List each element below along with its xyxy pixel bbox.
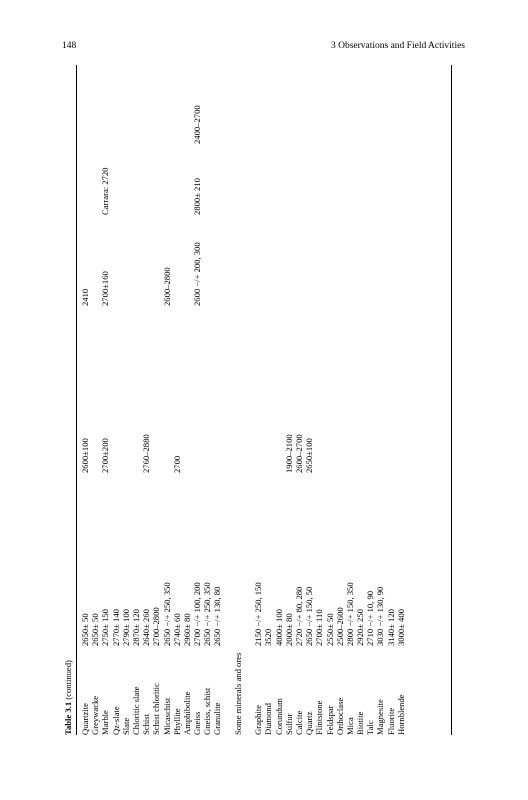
table-cell: [111, 144, 121, 215]
table-cell: [243, 215, 253, 306]
table-cell: 3520: [263, 628, 274, 646]
table-cell: 2800± 210: [192, 178, 203, 215]
table-cell: [396, 65, 406, 144]
table-row: [151, 65, 161, 735]
table-row: [335, 65, 345, 735]
table-cell: [365, 65, 375, 144]
table-row: [314, 65, 324, 735]
table-cell: [121, 65, 131, 144]
table-cell: [233, 215, 243, 306]
table-cell: [131, 215, 141, 306]
table-cell: [365, 144, 375, 215]
table-cell: [233, 144, 243, 215]
table-row: [90, 65, 100, 735]
table-cell: [80, 65, 90, 144]
table-cell: [243, 144, 253, 215]
table-cell: [182, 65, 192, 144]
table-cell: [202, 215, 212, 306]
table-cell: [375, 215, 385, 306]
table-cell: [335, 65, 345, 144]
table-cell: [345, 65, 355, 144]
table-cell: [141, 215, 151, 306]
table-row-label: Schist chloritic: [151, 683, 162, 735]
table-row: [345, 65, 355, 735]
table-cell: [325, 144, 335, 215]
page-header: [62, 41, 465, 55]
table-cell: 3140± 120: [385, 609, 396, 646]
table-row: [375, 65, 385, 735]
table-cell: 2650± 50: [90, 613, 101, 646]
table-frame: [62, 65, 452, 735]
table-cell: 2700±160: [100, 271, 111, 306]
table-row-label: Fluorite: [385, 707, 396, 735]
table-cell: [223, 306, 233, 473]
table-cell: 2650±100: [304, 438, 315, 473]
table-row-label: Amphibolite: [181, 691, 192, 735]
table-cell: 2710 −/+ 10, 90: [365, 590, 376, 646]
table-row-label: Qz-slate: [110, 706, 121, 735]
table-row-label: Diamond: [263, 703, 274, 735]
table-row: [131, 65, 141, 735]
table-cell: [172, 144, 182, 215]
table-cell: 2700± 110: [314, 609, 325, 646]
table-row-label: Quartzite: [80, 703, 90, 735]
table-cell: 2750± 150: [100, 609, 111, 646]
table-row-label: Quartz: [304, 711, 315, 735]
table-cell: 2720 −/+ 80, 280: [293, 586, 304, 646]
table-row: [100, 65, 110, 735]
table-cell: [90, 144, 100, 215]
table-cell: [335, 306, 345, 473]
table-row: [141, 65, 151, 735]
table-row: [386, 65, 396, 735]
table-cell: [314, 144, 324, 215]
table-cell: [284, 65, 294, 144]
table-cell: 2400–2700: [192, 105, 203, 144]
table-row-label: Talc: [365, 720, 376, 735]
table-cell: 2960± 80: [181, 613, 192, 646]
table-row-label: Granulite: [212, 702, 223, 735]
table-row: [263, 65, 273, 735]
table-cell: [182, 215, 192, 306]
table-row: [355, 65, 365, 735]
table-cell: [345, 306, 355, 473]
table-cell: 2410: [80, 288, 90, 306]
table-row-label: Feldspar: [324, 705, 335, 735]
table-cell: [396, 215, 406, 306]
table-cell: [233, 65, 243, 144]
table-row-label: Biotite: [355, 711, 366, 735]
table-cell: [314, 306, 324, 473]
table-cell: [141, 144, 151, 215]
table-cell: [253, 306, 263, 473]
table-cell: [172, 215, 182, 306]
table-cell: [223, 215, 233, 306]
table-cell: 2700±200: [100, 438, 111, 473]
table-row-label: [243, 646, 253, 735]
table-row-label: Graphite: [253, 704, 264, 735]
table-section-heading: [233, 65, 243, 735]
table-cell: [294, 215, 304, 306]
table-cell: 2600 −/+ 200, 300: [192, 242, 203, 306]
table-cell: [212, 65, 222, 144]
rotated-table: [62, 65, 452, 735]
table-cell: [162, 306, 172, 473]
table-spacer-row: [243, 65, 253, 735]
table-cell: 2600±100: [80, 438, 90, 473]
table-body: [80, 65, 406, 735]
table-cell: 2650 −/+ 250, 350: [202, 582, 213, 646]
table-row-label: Flintstone: [314, 700, 325, 735]
table-cell: [131, 306, 141, 473]
table-caption: [63, 660, 73, 735]
table-row-label: Slate: [120, 717, 131, 735]
table-cell: [243, 473, 253, 646]
table-cell: 2600–2800: [161, 267, 172, 306]
table-cell: [355, 144, 365, 215]
table-cell: [121, 306, 131, 473]
table-cell: [223, 473, 233, 646]
table-cell: [335, 215, 345, 306]
table-row-label: Magnesite: [375, 699, 386, 735]
table-cell: 2800 −/+ 150, 350: [344, 582, 355, 646]
table-cell: [182, 144, 192, 215]
table-cell: [223, 65, 233, 144]
table-cell: [375, 65, 385, 144]
table-cell: [131, 65, 141, 144]
table-cell: 2000± 80: [283, 613, 294, 646]
table-cell: 2650 −/+ 130, 80: [212, 586, 223, 646]
table-cell: [365, 306, 375, 473]
table-cell: 2700 −/+ 100, 200: [192, 582, 203, 646]
table-row: [202, 65, 212, 735]
table-cell: [386, 306, 396, 473]
table-row: [396, 65, 406, 735]
table-row: [182, 65, 192, 735]
table-cell: [162, 144, 172, 215]
table-cell: 2760–2880: [141, 434, 152, 473]
table-cell: [253, 144, 263, 215]
table-row-label: Corundum: [273, 698, 284, 735]
page-number: 148: [62, 41, 77, 51]
table-cell: 2150 −/+ 250, 150: [253, 582, 264, 646]
table-cell: [151, 215, 161, 306]
table-cell: [375, 306, 385, 473]
table-cell: [284, 144, 294, 215]
table-cell: [263, 306, 273, 473]
table-cell: [345, 144, 355, 215]
table-row: [212, 65, 222, 735]
table-cell: Carrara: 2720: [100, 167, 111, 215]
table-cell: 2700: [171, 455, 182, 473]
table-cell: [111, 215, 121, 306]
table-cell: [151, 144, 161, 215]
table-cell: [131, 144, 141, 215]
table-cell: 1900–2100: [283, 434, 294, 473]
table-row-label: Calcite: [293, 710, 304, 735]
table-cell: 4000± 100: [273, 609, 284, 646]
table-cell: [274, 65, 284, 144]
table-row: [284, 65, 294, 735]
table-bottom-rule: [451, 65, 452, 735]
table-cell: [243, 306, 253, 473]
table-cell: [253, 215, 263, 306]
table-row-label: Hornblende: [395, 694, 406, 735]
table-row: [192, 65, 202, 735]
table-cell: [314, 65, 324, 144]
table-cell: [172, 65, 182, 144]
table-cell: [274, 306, 284, 473]
table-row: [253, 65, 263, 735]
table-cell: [90, 65, 100, 144]
table-cell: [90, 215, 100, 306]
table-cell: [386, 65, 396, 144]
table-row-label: Chloritic slate: [130, 686, 141, 735]
table-cell: [304, 65, 314, 144]
table-cell: [365, 215, 375, 306]
table-cell: [263, 215, 273, 306]
table-caption-label: Table 3.1: [63, 701, 73, 735]
table-row-label: [223, 646, 233, 735]
table-cell: 2870± 120: [130, 609, 141, 646]
table-cell: [202, 306, 212, 473]
table-cell: [202, 144, 212, 215]
table-cell: 2550± 50: [324, 613, 335, 646]
table-cell: [274, 144, 284, 215]
table-cell: [345, 215, 355, 306]
table-cell: [263, 65, 273, 144]
table-cell: 2770± 140: [110, 609, 121, 646]
table-cell: [100, 65, 110, 144]
table-row-label: Gneiss, schist: [202, 687, 213, 735]
table-row-label: Some minerals and ores: [232, 652, 243, 735]
table-row-label: Gneiss: [192, 711, 203, 735]
table-row-label: Phyllite: [171, 708, 182, 735]
table-row: [80, 65, 90, 735]
table-row: [121, 65, 131, 735]
table-cell: [182, 306, 192, 473]
table-cell: 2640± 260: [141, 609, 152, 646]
table-row-label: Greywacke: [90, 695, 101, 735]
table-cell: [294, 65, 304, 144]
table-spacer-row: [223, 65, 233, 735]
table-cell: [335, 144, 345, 215]
table-cell: [304, 144, 314, 215]
table-row: [304, 65, 314, 735]
table-cell: 2650 −/+ 250, 350: [161, 582, 172, 646]
table-cell: 3030 −/+ 130, 90: [375, 586, 386, 646]
table-row: [294, 65, 304, 735]
table-cell: [355, 306, 365, 473]
table-cell: [212, 144, 222, 215]
table-row-label: Mica: [344, 717, 355, 735]
table-cell: [80, 144, 90, 215]
table-row-label: Marble: [100, 710, 111, 735]
table-cell: [202, 65, 212, 144]
table-cell: [284, 215, 294, 306]
table-cell: [355, 215, 365, 306]
table-cell: [162, 65, 172, 144]
table-row: [274, 65, 284, 735]
table-cell: [111, 306, 121, 473]
table-cell: [233, 306, 243, 473]
table-cell: [396, 306, 406, 473]
table-cell: [151, 65, 161, 144]
table-row: [365, 65, 375, 735]
table-cell: 2650 −/+ 150, 50: [304, 586, 315, 646]
table-cell: [304, 215, 314, 306]
table-caption-suffix: (continued): [63, 660, 73, 700]
table-cell: 2650± 50: [80, 613, 90, 646]
table-cell: [212, 306, 222, 473]
table-cell: [325, 306, 335, 473]
table-row-label: Micaschist: [161, 697, 172, 735]
table-cell: [314, 215, 324, 306]
table-cell: 2600–2700: [293, 434, 304, 473]
table-row-label: Schist: [141, 713, 152, 735]
table-cell: [263, 144, 273, 215]
table-cell: [325, 65, 335, 144]
table-row: [111, 65, 121, 735]
table-cell: [396, 144, 406, 215]
table-cell: 2740± 60: [171, 613, 182, 646]
table-row: [172, 65, 182, 735]
table-cell: 2920± 250: [355, 609, 366, 646]
table-cell: [90, 306, 100, 473]
chapter-title: 3 Observations and Field Activities: [330, 41, 465, 51]
table-cell: [243, 65, 253, 144]
table-cell: [151, 306, 161, 473]
table-cell: 2790± 100: [120, 609, 131, 646]
table-cell: [386, 144, 396, 215]
table-cell: 2700–2800: [151, 607, 162, 646]
table-row-label: Sulfur: [283, 713, 294, 735]
table-cell: [294, 144, 304, 215]
table-row-label: Orthoclase: [334, 697, 345, 735]
table-cell: [253, 65, 263, 144]
table-cell: [325, 215, 335, 306]
table-cell: [111, 65, 121, 144]
table-row: [162, 65, 172, 735]
table-cell: [141, 65, 151, 144]
table-cell: [375, 144, 385, 215]
table-cell: [274, 215, 284, 306]
table-top-rule: [76, 65, 77, 735]
table-cell: [223, 144, 233, 215]
table-cell: 2500–2600: [334, 607, 345, 646]
table-cell: [192, 306, 202, 473]
table-cell: [212, 215, 222, 306]
table-cell: 3000± 400: [395, 609, 406, 646]
table-cell: [121, 144, 131, 215]
table-cell: [386, 215, 396, 306]
table-cell: [355, 65, 365, 144]
table-row: [325, 65, 335, 735]
table-cell: [121, 215, 131, 306]
table-cell: [233, 473, 243, 646]
